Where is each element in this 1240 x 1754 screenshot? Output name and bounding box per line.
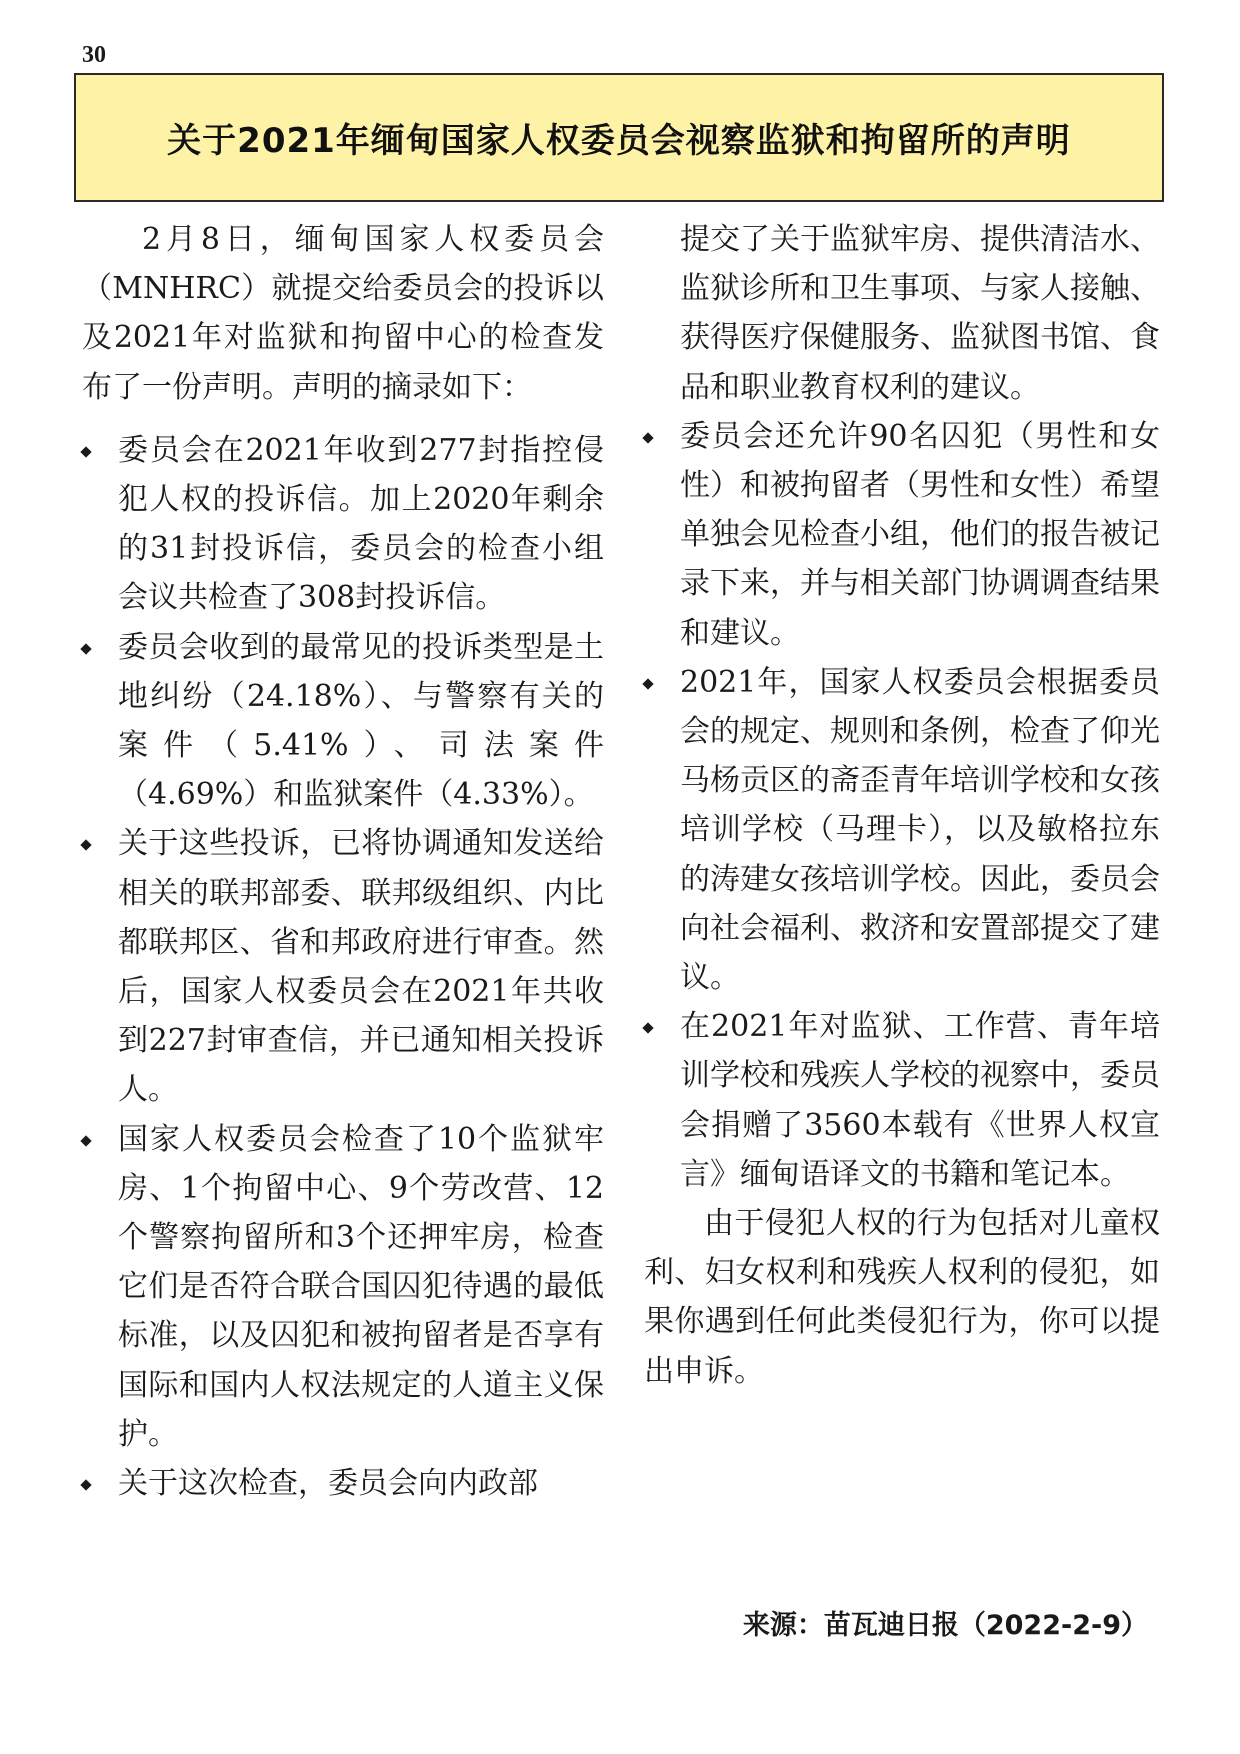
bullet-list-left bbox=[82, 426, 604, 1508]
diamond-bullet-icon bbox=[80, 643, 91, 654]
list-item bbox=[82, 1459, 604, 1508]
list-item-text: 提交了关于监狱牢房、提供清洁水、监狱诊所和卫生事项、与家人接触、获得医疗保健服务、监狱图书馆、食品和职业教育权利的建议。 bbox=[680, 222, 1160, 405]
list-item bbox=[82, 819, 604, 1114]
diamond-bullet-icon bbox=[80, 840, 91, 851]
intro-paragraph: 2月8日，缅甸国家人权委员会（MNHRC）就提交给委员会的投诉以及2021年对监狱和拘留中心的检查发布了一份声明。声明的摘录如下： bbox=[82, 222, 604, 405]
source-credit: 来源：苗瓦迪日报（2022-2-9） bbox=[742, 1610, 1148, 1641]
list-item bbox=[644, 412, 1160, 658]
right-column bbox=[644, 215, 1160, 1396]
list-item-text: 在2021年对监狱、工作营、青年培训学校和残疾人学校的视察中，委员会捐赠了3560本载有《世界人权宣言》缅甸语译文的书籍和笔记本。 bbox=[680, 1009, 1160, 1192]
list-item-text: 委员会在2021年收到277封指控侵犯人权的投诉信。加上2020年剩余的31封投诉信，委员会的检查小组会议共检查了308封投诉信。 bbox=[118, 432, 604, 616]
diamond-bullet-icon bbox=[80, 1479, 91, 1490]
diamond-bullet-icon bbox=[80, 446, 91, 457]
list-item-text: 委员会收到的最常见的投诉类型是土地纠纷（24.18%）、与警察有关的案件（5.41%）、司法案件（4.69%）和监狱案件（4.33%）。 bbox=[118, 629, 604, 813]
list-item bbox=[82, 426, 604, 623]
list-item bbox=[82, 623, 604, 820]
diamond-bullet-icon bbox=[642, 678, 653, 689]
list-item-continuation bbox=[644, 215, 1160, 412]
list-item-text: 国家人权委员会检查了10个监狱牢房、1个拘留中心、9个劳改营、12个警察拘留所和3个还押牢房，检查它们是否符合联合国囚犯待遇的最低标准，以及囚犯和被拘留者是否享有国际和国内人权法规定的人道主义保护。 bbox=[118, 1121, 604, 1452]
list-item bbox=[644, 1002, 1160, 1199]
list-item-text: 关于这些投诉，已将协调通知发送给相关的联邦部委、联邦级组织、内比都联邦区、省和邦政府进行审查。然后，国家人权委员会在2021年共收到227封审查信，并已通知相关投诉人。 bbox=[118, 826, 604, 1108]
diamond-bullet-icon bbox=[642, 432, 653, 443]
left-column bbox=[82, 215, 604, 1508]
title-banner bbox=[74, 73, 1164, 202]
bullet-list-right bbox=[644, 215, 1160, 1199]
page-number: 30 bbox=[82, 42, 106, 68]
diamond-bullet-icon bbox=[642, 1023, 653, 1034]
list-item-text: 2021年，国家人权委员会根据委员会的规定、规则和条例，检查了仰光马杨贡区的斋歪青年培训学校和女孩培训学校（马理卡），以及敏格拉东的涛建女孩培训学校。因此，委员会向社会福利、救济和安置部提交了建议。 bbox=[680, 664, 1160, 996]
list-item-text: 委员会还允许90名囚犯（男性和女性）和被拘留者（男性和女性）希望单独会见检查小组，他们的报告被记录下来，并与相关部门协调调查结果和建议。 bbox=[680, 418, 1160, 651]
list-item-text: 关于这次检查，委员会向内政部 bbox=[118, 1466, 538, 1502]
list-item bbox=[644, 658, 1160, 1002]
article-title: 关于2021年缅甸国家人权委员会视察监狱和拘留所的声明 bbox=[167, 121, 1071, 161]
closing-paragraph: 由于侵犯人权的行为包括对儿童权利、妇女权利和残疾人权利的侵犯，如果你遇到任何此类侵犯行为，你可以提出申诉。 bbox=[644, 1206, 1160, 1389]
diamond-bullet-icon bbox=[80, 1135, 91, 1146]
list-item bbox=[82, 1115, 604, 1459]
